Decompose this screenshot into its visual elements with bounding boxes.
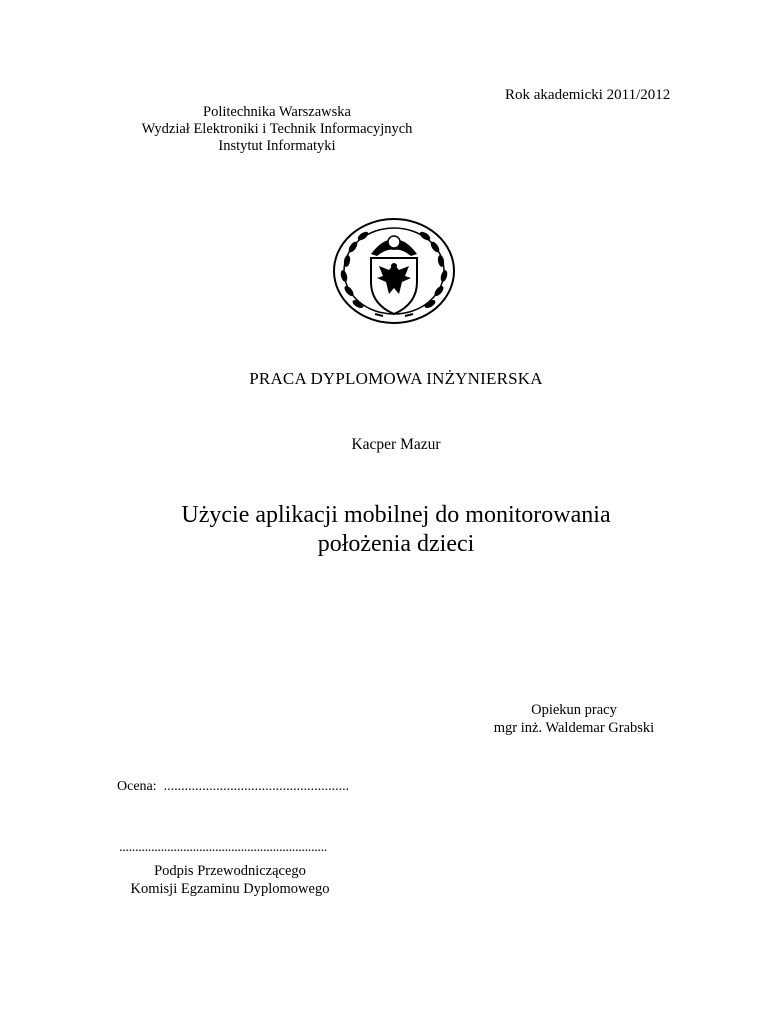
thesis-title bbox=[0, 501, 768, 559]
signature-caption-line-1: Podpis Przewodniczącego bbox=[154, 863, 306, 879]
thesis-title-line-2: położenia dzieci bbox=[317, 531, 475, 557]
academic-year: Rok akademicki 2011/2012 bbox=[505, 87, 671, 103]
thesis-type: PRACA DYPLOMOWA INŻYNIERSKA bbox=[249, 369, 543, 388]
grade-label: Ocena: bbox=[117, 779, 157, 794]
supervisor-name: mgr inż. Waldemar Grabski bbox=[493, 720, 655, 736]
signature-dotted-line: ................................................................. bbox=[119, 840, 328, 855]
supervisor-block bbox=[470, 701, 678, 737]
university-name: Politechnika Warszawska bbox=[203, 104, 351, 120]
supervisor-label: Opiekun pracy bbox=[531, 702, 617, 718]
thesis-title-line-1: Użycie aplikacji mobilnej do monitorowania bbox=[181, 502, 611, 528]
signature-caption-line-2: Komisji Egzaminu Dyplomowego bbox=[130, 881, 330, 897]
grade-field bbox=[117, 779, 349, 795]
university-crest-icon bbox=[331, 216, 457, 326]
institute-name: Instytut Informatyki bbox=[218, 138, 336, 154]
grade-dotted-line: ..................................................... bbox=[163, 779, 350, 794]
author-name: Kacper Mazur bbox=[351, 436, 441, 453]
institution-block bbox=[112, 104, 442, 155]
signature-caption bbox=[116, 862, 344, 898]
faculty-name: Wydział Elektroniki i Technik Informacyjnych bbox=[141, 121, 413, 137]
